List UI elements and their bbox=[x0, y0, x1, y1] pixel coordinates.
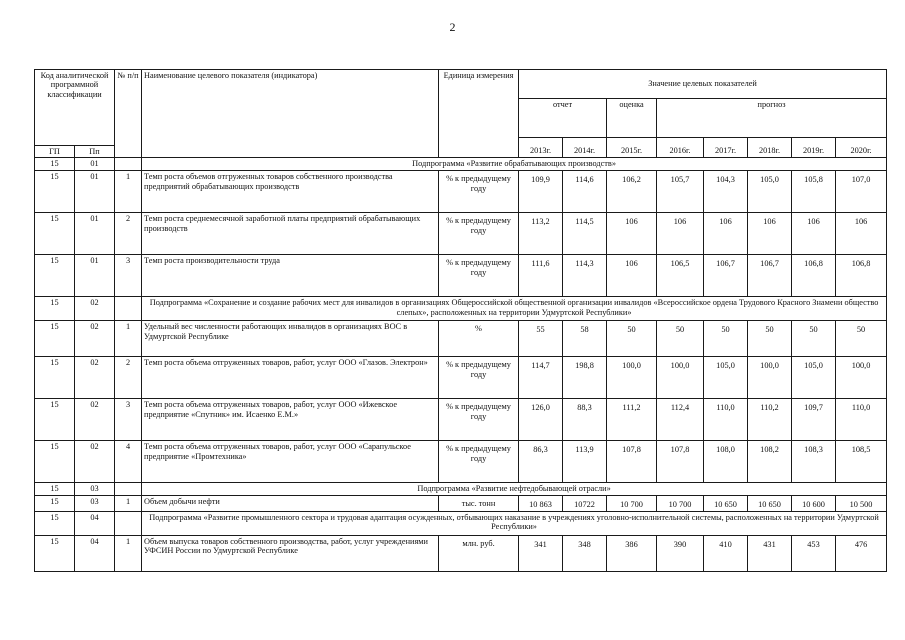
indicator-name: Темп роста объемов отгруженных товаров собственного производства предприятий обрабатывающих производств bbox=[142, 171, 439, 213]
header-report: отчет bbox=[519, 99, 607, 138]
indicator-name: Темп роста производительности труда bbox=[142, 255, 439, 297]
header-forecast: прогноз bbox=[657, 99, 887, 138]
value-cell: 105,0 bbox=[792, 357, 836, 399]
value-cell: 476 bbox=[836, 535, 887, 571]
pp-code: 01 bbox=[75, 171, 115, 213]
value-cell: 106 bbox=[748, 213, 792, 255]
unit-cell: тыс. тонн bbox=[439, 496, 519, 511]
header-year: 2014г. bbox=[563, 138, 607, 158]
value-cell: 106,7 bbox=[704, 255, 748, 297]
value-cell: 86,3 bbox=[519, 441, 563, 483]
value-cell: 108,3 bbox=[792, 441, 836, 483]
value-cell: 114,5 bbox=[563, 213, 607, 255]
header-year: 2018г. bbox=[748, 138, 792, 158]
value-cell: 431 bbox=[748, 535, 792, 571]
value-cell: 110,2 bbox=[748, 399, 792, 441]
value-cell: 106 bbox=[836, 213, 887, 255]
gp-code: 15 bbox=[35, 213, 75, 255]
unit-cell: млн. руб. bbox=[439, 535, 519, 571]
value-cell: 114,3 bbox=[563, 255, 607, 297]
indicator-name: Темп роста объема отгруженных товаров, работ, услуг ООО «Сарапульское предприятие «Промтехника» bbox=[142, 441, 439, 483]
indicator-row bbox=[35, 171, 887, 213]
unit-cell: % к предыдущему году bbox=[439, 441, 519, 483]
value-cell: 390 bbox=[657, 535, 704, 571]
value-cell: 106 bbox=[657, 213, 704, 255]
row-number: 3 bbox=[115, 255, 142, 297]
gp-code: 15 bbox=[35, 535, 75, 571]
pp-code: 02 bbox=[75, 399, 115, 441]
value-cell: 106 bbox=[792, 213, 836, 255]
indicator-name: Темп роста объема отгруженных товаров, работ, услуг ООО «Глазов. Электрон» bbox=[142, 357, 439, 399]
pp-code: 01 bbox=[75, 213, 115, 255]
value-cell: 410 bbox=[704, 535, 748, 571]
unit-cell: % к предыдущему году bbox=[439, 357, 519, 399]
pp-code: 01 bbox=[75, 255, 115, 297]
value-cell: 108,5 bbox=[836, 441, 887, 483]
value-cell: 10 700 bbox=[657, 496, 704, 511]
subprogram-title: Подпрограмма «Развитие нефтедобывающей отрасли» bbox=[142, 483, 887, 496]
pp-code: 04 bbox=[75, 511, 115, 535]
gp-code: 15 bbox=[35, 441, 75, 483]
value-cell: 104,3 bbox=[704, 171, 748, 213]
header-year: 2017г. bbox=[704, 138, 748, 158]
row-number: 1 bbox=[115, 171, 142, 213]
header-year: 2020г. bbox=[836, 138, 887, 158]
value-cell: 50 bbox=[657, 321, 704, 357]
unit-cell: % к предыдущему году bbox=[439, 171, 519, 213]
value-cell: 100,0 bbox=[748, 357, 792, 399]
indicator-row bbox=[35, 399, 887, 441]
header-code-classification: Код аналитической программной классификации bbox=[35, 70, 115, 146]
value-cell: 453 bbox=[792, 535, 836, 571]
header-year: 2013г. bbox=[519, 138, 563, 158]
header-estimate: оценка bbox=[607, 99, 657, 138]
value-cell: 100,0 bbox=[836, 357, 887, 399]
subprogram-title: Подпрограмма «Развитие обрабатывающих производств» bbox=[142, 158, 887, 171]
pp-code: 02 bbox=[75, 441, 115, 483]
number-cell bbox=[115, 158, 142, 171]
gp-code: 15 bbox=[35, 171, 75, 213]
value-cell: 105,0 bbox=[704, 357, 748, 399]
value-cell: 113,2 bbox=[519, 213, 563, 255]
row-number: 2 bbox=[115, 357, 142, 399]
target-indicators-table bbox=[34, 69, 887, 572]
value-cell: 106 bbox=[607, 213, 657, 255]
value-cell: 111,6 bbox=[519, 255, 563, 297]
unit-cell: % к предыдущему году bbox=[439, 399, 519, 441]
indicator-name: Удельный вес численности работающих инвалидов в организациях ВОС в Удмуртской Республике bbox=[142, 321, 439, 357]
value-cell: 111,2 bbox=[607, 399, 657, 441]
value-cell: 106 bbox=[607, 255, 657, 297]
value-cell: 112,4 bbox=[657, 399, 704, 441]
value-cell: 114,7 bbox=[519, 357, 563, 399]
gp-code: 15 bbox=[35, 511, 75, 535]
subprogram-title: Подпрограмма «Сохранение и создание рабочих мест для инвалидов в организациях Общероссийской общественной организации инвалидов «Всероссийское ордена Трудового Красного Знамени общество слепых», расположенных на территории Удмуртской Республики» bbox=[142, 297, 887, 321]
subprogram-row bbox=[35, 483, 887, 496]
value-cell: 386 bbox=[607, 535, 657, 571]
value-cell: 55 bbox=[519, 321, 563, 357]
pp-code: 03 bbox=[75, 496, 115, 511]
header-target-values: Значение целевых показателей bbox=[519, 70, 887, 99]
value-cell: 107,8 bbox=[657, 441, 704, 483]
value-cell: 198,8 bbox=[563, 357, 607, 399]
value-cell: 88,3 bbox=[563, 399, 607, 441]
indicator-row bbox=[35, 321, 887, 357]
value-cell: 105,7 bbox=[657, 171, 704, 213]
unit-cell: % к предыдущему году bbox=[439, 255, 519, 297]
value-cell: 50 bbox=[748, 321, 792, 357]
value-cell: 341 bbox=[519, 535, 563, 571]
value-cell: 50 bbox=[836, 321, 887, 357]
indicator-row bbox=[35, 535, 887, 571]
value-cell: 100,0 bbox=[657, 357, 704, 399]
value-cell: 50 bbox=[607, 321, 657, 357]
row-number: 1 bbox=[115, 496, 142, 511]
subprogram-title: Подпрограмма «Развитие промышленного сектора и трудовая адаптация осужденных, отбывающих наказание в учреждениях уголовно-исполнительной системы, расположенных на территории Удмуртской Республики» bbox=[142, 511, 887, 535]
indicator-name: Темп роста объема отгруженных товаров, работ, услуг ООО «Ижевское предприятие «Спутник» им. Исаенко Е.М.» bbox=[142, 399, 439, 441]
gp-code: 15 bbox=[35, 357, 75, 399]
indicator-row bbox=[35, 357, 887, 399]
row-number: 2 bbox=[115, 213, 142, 255]
value-cell: 348 bbox=[563, 535, 607, 571]
pp-code: 03 bbox=[75, 483, 115, 496]
header-year: 2016г. bbox=[657, 138, 704, 158]
value-cell: 108,0 bbox=[704, 441, 748, 483]
header-indicator-name: Наименование целевого показателя (индикатора) bbox=[142, 70, 439, 158]
header-year: 2015г. bbox=[607, 138, 657, 158]
gp-code: 15 bbox=[35, 297, 75, 321]
indicator-row bbox=[35, 496, 887, 511]
gp-code: 15 bbox=[35, 158, 75, 171]
number-cell bbox=[115, 297, 142, 321]
value-cell: 10 600 bbox=[792, 496, 836, 511]
value-cell: 106,5 bbox=[657, 255, 704, 297]
number-cell bbox=[115, 511, 142, 535]
row-number: 3 bbox=[115, 399, 142, 441]
value-cell: 10 863 bbox=[519, 496, 563, 511]
header-unit: Единица измерения bbox=[439, 70, 519, 158]
value-cell: 110,0 bbox=[836, 399, 887, 441]
pp-code: 02 bbox=[75, 297, 115, 321]
value-cell: 126,0 bbox=[519, 399, 563, 441]
gp-code: 15 bbox=[35, 255, 75, 297]
value-cell: 10722 bbox=[563, 496, 607, 511]
header-number: № п/п bbox=[115, 70, 142, 158]
number-cell bbox=[115, 483, 142, 496]
subprogram-row bbox=[35, 158, 887, 171]
indicator-name: Объем добычи нефти bbox=[142, 496, 439, 511]
value-cell: 105,0 bbox=[748, 171, 792, 213]
gp-code: 15 bbox=[35, 399, 75, 441]
unit-cell: % bbox=[439, 321, 519, 357]
value-cell: 113,9 bbox=[563, 441, 607, 483]
indicator-row bbox=[35, 213, 887, 255]
pp-code: 02 bbox=[75, 321, 115, 357]
gp-code: 15 bbox=[35, 483, 75, 496]
value-cell: 50 bbox=[792, 321, 836, 357]
value-cell: 108,2 bbox=[748, 441, 792, 483]
value-cell: 10 650 bbox=[704, 496, 748, 511]
indicator-row bbox=[35, 255, 887, 297]
value-cell: 109,7 bbox=[792, 399, 836, 441]
value-cell: 107,8 bbox=[607, 441, 657, 483]
value-cell: 10 650 bbox=[748, 496, 792, 511]
pp-code: 04 bbox=[75, 535, 115, 571]
row-number: 1 bbox=[115, 535, 142, 571]
pp-code: 02 bbox=[75, 357, 115, 399]
row-number: 1 bbox=[115, 321, 142, 357]
value-cell: 10 500 bbox=[836, 496, 887, 511]
header-pp: Пп bbox=[75, 146, 115, 158]
subprogram-row bbox=[35, 297, 887, 321]
value-cell: 106,8 bbox=[836, 255, 887, 297]
value-cell: 106 bbox=[704, 213, 748, 255]
value-cell: 110,0 bbox=[704, 399, 748, 441]
page-number: 2 bbox=[449, 20, 456, 34]
header-gp: ГП bbox=[35, 146, 75, 158]
pp-code: 01 bbox=[75, 158, 115, 171]
gp-code: 15 bbox=[35, 321, 75, 357]
value-cell: 109,9 bbox=[519, 171, 563, 213]
header-year: 2019г. bbox=[792, 138, 836, 158]
value-cell: 50 bbox=[704, 321, 748, 357]
value-cell: 106,8 bbox=[792, 255, 836, 297]
indicator-name: Объем выпуска товаров собственного производства, работ, услуг учреждениями УФСИН России по Удмуртской Республике bbox=[142, 535, 439, 571]
subprogram-row bbox=[35, 511, 887, 535]
value-cell: 107,0 bbox=[836, 171, 887, 213]
unit-cell: % к предыдущему году bbox=[439, 213, 519, 255]
value-cell: 114,6 bbox=[563, 171, 607, 213]
gp-code: 15 bbox=[35, 496, 75, 511]
indicator-row bbox=[35, 441, 887, 483]
value-cell: 100,0 bbox=[607, 357, 657, 399]
row-number: 4 bbox=[115, 441, 142, 483]
value-cell: 105,8 bbox=[792, 171, 836, 213]
indicator-name: Темп роста среднемесячной заработной платы предприятий обрабатывающих производств bbox=[142, 213, 439, 255]
value-cell: 106,7 bbox=[748, 255, 792, 297]
value-cell: 106,2 bbox=[607, 171, 657, 213]
value-cell: 58 bbox=[563, 321, 607, 357]
value-cell: 10 700 bbox=[607, 496, 657, 511]
